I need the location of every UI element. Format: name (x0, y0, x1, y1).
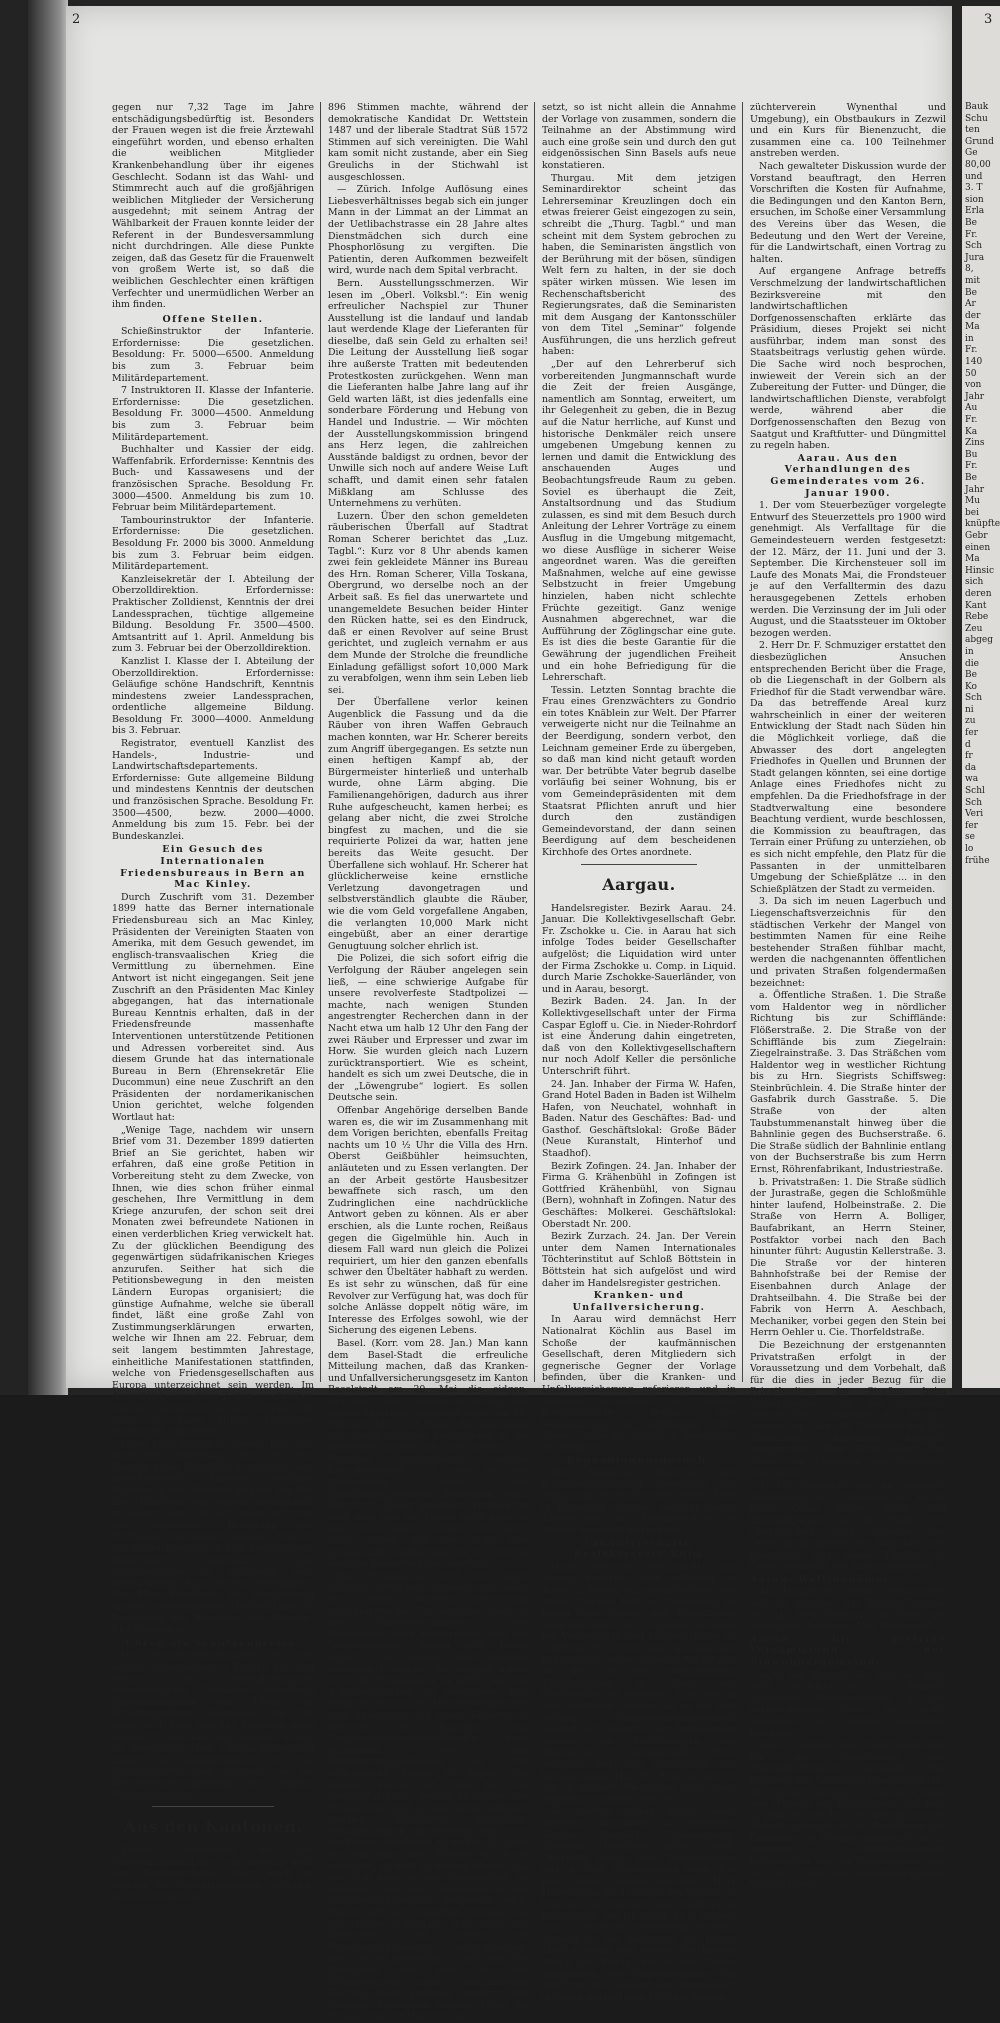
adjacent-line-fragment: frühe (965, 855, 990, 866)
section-title-aargau: Aargau. (602, 874, 676, 894)
article-paragraph: Am Donnerstag Abend versammelte sich im „Ochsen“ das Initiativ-Comitee für das Welti-Denkmal zur Wahl des definitiven Comitees. (Viel Umstände!) (750, 1586, 946, 1633)
adjacent-line-fragment: 80,00 (965, 159, 991, 170)
adjacent-line-fragment: d (965, 739, 971, 750)
adjacent-line-fragment: lo (965, 844, 974, 854)
adjacent-line-fragment: Kant (965, 600, 987, 611)
article-paragraph: Die Bezeichnung der erstgenannten Privatstraßen erfolgt in der Voraussetzung und dem Vorbehalt, daß für die dies in jeder Bezug für die Privatbesitzer der Straßen beim Einverständnis mit der Gemeinde erfolgt. Die Eigentümer der Straßen können im Falle der Verweigerung der Zustimmung hinwirken dagegen einsprechen. Eine Veränderung der Straße im Eigentum der Gemeinde übergehen. (750, 1339, 946, 1479)
article-heading-krankenversicherung: Kranken- und Unfallversicherung. (572, 1290, 706, 1313)
adjacent-line-fragment: Jahr (965, 484, 985, 495)
article-paragraph: „Wenige Tage, nachdem wir unsern Brief vom 31. Dezember 1899 datierten Brief an Sie gerichtet, haben wir erfahren, daß eine große Petition in Vorbereitung steht zu dem Zwecke, von Ihnen, wie dies schon früher einmal geschehen, Ihre Vermittlung in dem Kriege anzurufen, der schon seit drei Monaten zwei befreundete Nationen in einen verderblichen Krieg verwickelt hat. Zu der glücklichen Beendigung des gegenwärtigen südafrikanischen Krieges anzurufen. Seither hat sich die Petitionsbewegung in den meisten Ländern Europas organisiert; die günstige Aufnahme, welche sie überall findet, läßt eine große Zahl von Zustimmungserklärungen erwarten, welche wir Ihnen am 22. Februar, dem seit langem bestimmten Jahrestage, einheitliche Manifestationen stattfinden, welche von Friedensgesellschaften aus Europa unterzeichnet sein werden. Im Augenblicke, wo diese Zeilen geschrieben werden, haben mehr als 422 Gruppen mit mehr als einer Million Mitglieder umfassend, organisiert. (112, 1124, 314, 1438)
job-listing: 7 Instruktoren II. Klasse der Infanterie. Erfordernisse: Die gesetzlichen. Besoldung Fr. 3000—4500. Anmeldung bis zum 3. Februar beim Militärdepartement. (112, 385, 314, 443)
article-paragraph: setzt, so ist nicht allein die Annahme der Vorlage von zusammen, sondern die Teilnahme an der Abstimmung wird auch eine große sein und durch den gut eidgenössischen Sinn Basels aufs neue konstatieren. (542, 102, 736, 171)
job-listing: Kanzlist I. Klasse der I. Abteilung der Oberzolldirektion. Erfordernisse: Geläufige schöne Handschrift, Kenntnis mindestens zweier Landessprachen, ordentliche allgemeine Bildung. Besoldung Fr. 3000—4000. Anmeldung bis 3. Februar. (112, 655, 314, 737)
adjacent-line-fragment: Schu (965, 113, 988, 124)
adjacent-line-fragment: zu (965, 716, 976, 727)
adjacent-line-fragment: Sch (965, 797, 983, 808)
article-heading-landwirtschaft: Landwirtschaftl. Bezirksverein Kulm (573, 1537, 705, 1561)
adjacent-line-fragment: Mu (965, 496, 981, 507)
article-paragraph: Basel. (Korr. vom 28. Jan.) Man kann dem Basel-Stadt die erfreuliche Mitteilung machen, daß das Kranken- und Unfallversicherungsgesetz im Kanton Baselstadt am 20. Mai die eidgen. Kranken- und Unfallversicherung mit großer Mehrheit annehmen wird. Am 26. Oktober 1890 hat Basel die Aufnahme der grundsätzlichen Bestimmung in die Bundesverfassung mit 6198 gegen 673 Stimmen angenommen, welche Entschiedenheit sich auch bei der Abstimmung über die Versicherungsgesetze bestätigen wird. Wer trotz dieser günstigen Perspektive wird man hier die Hände doch nicht in den Schoß legen, sondern erst recht dafür sorgen, daß dem Volke eine umfassende Aufklärung zu teil werde über die Bedeutung des Gesetzes. (328, 1337, 528, 1570)
article-paragraph: 2. Herr Dr. F. Schmuziger erstattet den diesbezüglichen Ansuchen entsprechenden Bericht über die Frage, ob die Liegenschaft in der Golbern als Friedhof für die Stadt verwendbar wäre. Da das betreffende Areal kurz wahrscheinlich in einer der weiteren Entwicklung der Stadt nach Süden hin die Möglichkeit vorliege, daß die Abwasser des dort angelegten Friedhofes in Quellen und Brunnen der Stadt gelangen könnten, sei eine dortige Anlage eines Friedhofes nicht zu empfehlen. Da die Friedhofsfrage in der Stadtverwaltung eine besondere Beachtung verdient, wurde beschlossen, die Kommission zu beauftragen, das Terrain einer Prüfung zu unterziehen, ob es sich nicht empfehle, den Platz für die Passanten in der unmittelbaren Umgebung der Schießplätze ... in den Schießplätzen der Stadt zu vermeiden. (750, 640, 946, 895)
adjacent-line-fragment: von (965, 380, 982, 391)
article-paragraph: züchterverein Wynenthal und Umgebung), ein Obstbaukurs in Zezwil und ein Kurs für Bienenzucht, die zusammen eine ca. 100 Teilnehmer anstreben werden. (750, 102, 946, 160)
adjacent-line-fragment: Gebr (965, 530, 988, 541)
adjacent-line-fragment: 50 (965, 368, 977, 379)
adjacent-line-fragment: ten (965, 125, 980, 136)
adjacent-line-fragment: Fr. (965, 345, 978, 356)
adjacent-line-fragment: Ma (965, 322, 980, 333)
adjacent-line-fragment: Be (965, 670, 977, 681)
article-heading-weltidenkmal: Aarau. Weltidenkmal. (750, 1573, 894, 1585)
separator-rule (152, 1806, 273, 1807)
adjacent-line-fragment: die (965, 658, 979, 669)
adjacent-line-fragment: 3. T (965, 183, 983, 194)
article-heading-gemeinderat: Aarau. Aus den Verhandlungen des Gemeinderates vom 26. Januar 1900. (770, 452, 926, 499)
adjacent-line-fragment: Grund (965, 136, 994, 147)
article-paragraph: 4. Mit Rücksicht auf die gewährte Bewilligung zur Entfernung des Herrn Julius Oskar Vogler, Stadt- und Friedhofgärtner in die Stelle von Oberrohrdorf, wird derselbe, der Ortsbürgergemeinde die Aufnahme des Genannten und seiner Familie ins Ortsbürgerrecht von Aarau empfohlen. (750, 1480, 946, 1573)
adjacent-line-fragment: Fr. (965, 415, 978, 426)
article-heading-uhren: Uhren als Schützenpreise. (125, 1637, 301, 1649)
register-entry: 24. Jan. Inhaber der Firma W. Hafen, Grand Hotel Baden in Baden ist Wilhelm Hafen, von Neuchatel, wohnhaft in Baden. Natur des Geschäftes: Bad- und Gasthof. Geschäftslokal: Große Bäder (Neue Kuranstalt, Hinterhof und Staadhof). (542, 1078, 736, 1160)
register-entry: Bezirk Baden. 24. Jan. In der Kollektivgesellschaft unter der Firma Caspar Egloff u. Cie. in Nieder-Rohrdorf ist eine Änderung dahin eingetreten, daß von den Kollektivgesellschaftern nur noch Adolf Keller die persönliche Unterschrift führt. (542, 996, 736, 1077)
adjacent-line-fragment: sion (965, 194, 984, 205)
adjacent-line-fragment: knüpfte (965, 519, 1000, 530)
adjacent-line-fragment: 140 (965, 357, 983, 368)
job-listing: Buchhalter und Kassier der eidg. Waffenfabrik. Erfordernisse: Kenntnis des Buch- und Kassawesens und der französischen Sprache. Besoldung Fr. 3000—4500. Anmeldung bis zum 10. Februar beim Militärdepartement. (112, 444, 314, 514)
adjacent-line-fragment: bei (965, 507, 979, 518)
article-paragraph: gegen nur 7,32 Tage im Jahre entschädigungsbedürftig ist. Besonders der Frauen wegen ist die freie Ärztewahl eingeführt worden, und ebenso erhalten die weiblichen Mitglieder Krankenbehandlung über ihr eigenes Geschlecht. Sodann ist das Wahl- und Stimmrecht auch auf die großjährigen weiblichen Mitglieder der Versicherung ausgedehnt; mit seinem Antrag der Wählbarkeit der Frauen konnte leider der Referent in der Bundesversammlung nicht durchdringen. Alle diese Punkte zeigen, daß das Gesetz für die Frauenwelt von großem Werte ist, so daß die weiblichen Geschlechter einen kräftigen Verfechter und unermüdlichen Werber an ihm finden. (112, 102, 314, 311)
adjacent-line-fragment: Bauk (965, 102, 989, 112)
adjacent-line-fragment: Ma (965, 554, 980, 565)
article-paragraph: Luzern. Über den schon gemeldeten räuberischen Überfall auf Stadtrat Roman Scherer berichtet das „Luz. Tagbl.“: Kurz vor 8 Uhr abends kamen zwei fein gekleidete Männer ins Bureau des Hrn. Roman Scherer, Villa Toskana, Obergrund, wo derselbe noch an der Arbeit saß. Es fiel das unerwartete und unangemeldete Besuchen beider Hinter den Rücken hatte, sei es den Eindruck, daß er einen Revolver auf seine Brust gerichtet, und zugleich vernahm er aus dem Munde der Strolche die freundliche Einladung gefälligst sofort 10,000 Mark zu verabfolgen, wenn ihm sein Leben lieb sei. (328, 510, 528, 696)
article-paragraph: Die Propaganda wird hier nicht politisch betrieben, sondern von allen drei großen Parteien gemeinsam gefördert werden. Die Vertreter Basels in der Bundesversammlung, zwei Freisinnige, zwei Konservative und ein Sozialdemokrat, haben sich bereit erklärt, an einem Zentralkomitee konstituiert, welches die Aufgabe haben wird, die Propaganda zu leiten, und die Aufklärungsarbeit zu bewältigen. Das politisch gemischte Deputiertenkomitee wird unterstützt von einem Komitee, in welchem der Kranken- und Unfallversicherungsverständen noch organisiert, um den Versicherungsgedanken in die entlegensten Kreise zu tragen. Die liberale Presse ist tätig für die Neutralität außer Zweifel zu setzen. Die Propaganda wird so eine große Aufgabe machen, Flugblätter verbreiten, Versammlungen einzuberufen und durch die Presse aufklärend zu wirken. Ist doch die Annahme der Vorlage in Basel gesichert, so muß es diesem Werke, daß das Volk nicht in der Unwissenheit zu belassen und den Widersachern der Versicherungsgesetze ausgesetzt wird. Hierzu darf noch beigefügt werden, daß das „Basler Volksblatt“, das Organ der Katholiken, sich gegen die Versicherungsgesetze ausgesprochen, allein es ist anzunehmen, daß nicht die Katholiken sich nicht an alle Ultramontanen einer zustimmenden Haltung nicht genügen, sondern den Gesetzen zustimmen werden. Wenn die Propaganda mit Umsicht ein- (328, 1570, 528, 2023)
job-listing: Schießinstruktor der Infanterie. Erfordernisse: Die gesetzlichen. Besoldung: Fr. 5000—6500. Anmeldung bis zum 3. Februar beim Militärdepartement. (112, 326, 314, 384)
article-paragraph: 3. Da sich im neuen Lagerbuch und Liegenschaftsverzeichnis für den städtischen Verkehr der Mangel von bestimmten Namen für eine Reihe bestehender Straßen fühlbar macht, werden die nachgenannten öffentlichen und privaten Straßen folgendermaßen bezeichnet: (750, 896, 946, 989)
adjacent-line-fragment: ni (965, 704, 974, 715)
street-list-public: a. Öffentliche Straßen. 1. Die Straße vom Haldentor weg in nördlicher Richtung bis zur Schifflände: Flößerstraße. 2. Die Straße von der Schifflände bis zum Ziegelrain: Ziegelrainstraße. 3. Das Sträßchen vom Haldentor weg in westlicher Richtung bis zu Hrn. Siegrists Schiffsweg: Steinbrüchlein. 4. Die Straße hinter der Gasfabrik durch Gasstraße. 5. Die Straße von der alten Taubstummenanstalt hinweg über die Bahnlinie gegen des Buchserstraße. 6. Die Straße südlich der Bahnlinie entlang von der Buchserstraße bis zum Herrn Ernst, Röhrenfabrikant, Industriestraße. (750, 990, 946, 1176)
adjacent-line-fragment: Rebe (965, 612, 989, 623)
column-2 (328, 102, 528, 2023)
page-number-left: 2 (72, 12, 81, 27)
register-entry: Bezirk Zofingen. 24. Jan. Inhaber der Firma G. Krähenbühl in Zofingen ist Gottfried Krähenbühl, von Signau (Bern), wohnhaft in Zofingen. Natur des Geschäftes: Molkerei. Geschäftslokal: Oberstadt Nr. 200. (542, 1160, 736, 1230)
register-entry: Bezirk Zurzach. 24. Jan. Der Verein unter dem Namen Internationales Töchterinstitut auf Schloß Böttstein in Böttstein hat sich aufgelöst und wird daher im Handelsregister gestrichen. (542, 1231, 736, 1289)
binding-edge (28, 0, 68, 1395)
newspaper-sheet (66, 6, 952, 2023)
article-heading-begnadigung: Begnadigungsgesuch. (566, 1454, 712, 1466)
article-paragraph: Bern. Ausstellungsschmerzen. Wir lesen im „Oberl. Volksbl.“: Ein wenig erfreulicher Nachspiel zur Thuner Ausstellung ist die landauf und landab laut werdende Klage der Lieferanten für dieselbe, daß sein Geld zu erhalten sei! Die Leitung der Ausstellung ließ sogar ihre außerste Tratten mit bedeutenden Protestkosten zurückgehen. Wenn man die Lieferanten halbe Jahre lang auf ihr Geld warten läßt, ist dies jedenfalls eine sonderbare Förderung und Hebung von Handel und Industrie. — Wir möchten der Ausstellungskommission bringend ans Herz legen, die zahlreichen Ausstände baldigst zu ordnen, bevor der Unwille sich noch auf andere Weise Luft schafft, und damit einen sehr fatalen Mißklang am Schlusse des Unternehmens zu verhüten. (328, 277, 528, 510)
adjacent-line-fragment: Zins (965, 438, 985, 449)
article-paragraph: Der Bundesrat beantragt der Bundesversammlung Abweisung des Begnadigungsgesuches des Malers Fritz in Birrenlauf (Aargau), welcher wegen Übertretung des Fabrikgesetzes zu Bussen verurteilt worden ist. (542, 1467, 736, 1537)
job-listing: Kanzleisekretär der I. Abteilung der Oberzolldirektion. Erfordernisse: Praktischer Zolldienst, Kenntnis der drei Landessprachen, tüchtige allgemeine Bildung. Besoldung Fr. 3500—4500. Amtsantritt auf 1. April. Anmeldung bis zum 3. Februar bei der Oberzolldirektion. (112, 573, 314, 655)
article-paragraph: Der Überfallene verlor keinen Augenblick die Fassung und da die Räuber von ihren Waffen Gebrauch machen konnten, war Hr. Scherer bereits zum Angriff übergegangen. Es setzte nun einen heftigen Kampf ab, der Bürgermeister hinterließ und unterhalb wurde, ohne Lärm abging. Die Familienangehörigen, dadurch aus ihrer Ruhe aufgescheucht, kamen herbei; es gelang aber nicht, die zwei Strolche bingfest zu machen, und die sie requirierte Polizei da war, hatten jene bereits das Weite gesucht. Der Überfallene sich wohlauf. Hr. Scherer hat glücklicherweise keine ernstliche Verletzung davongetragen und selbstverständlich glaubte die Räuber, wie die vom Geld vorgefallene Angaben, die verlangten 10,000 Mark nicht eingebüßt, aber an einer derartige Genugtuung solcher ehrlich ist. (328, 697, 528, 952)
article-paragraph: Zürich. Gleichzeitig mit der Nationalratswahl fand am Sonntag auch eine Kantonsratswahl statt. Auch sie brachte die Sozialdemokraten zahlreich, indem Greulich nur (112, 1845, 314, 1903)
column-3 (542, 102, 736, 2003)
job-listing: Tambourinstruktor der Infanterie. Erfordernisse: Die gesetzlichen. Besoldung Fr. 2000 bis 3000. Anmeldung bis zum 3. Februar beim eidgen. Militärdepartement. (112, 514, 314, 573)
section-title-kantonen: Aus den Kantonen. (123, 1817, 303, 1837)
article-paragraph: Das Organisationskomitee für das eidgen. Schützenfest in Luzern hat dem Gesuch des Zentralverbandes schweizerischer Uhrmacher betreffend Nichtverwendung von Uhren zu Schützenprämien abgewiesen. Die Uhr wäre als Prämie von den Schützen gang geschätzt und wäre ein besserer Ersatz zu bezeichnen. Der Uhrmacherverband bringt die Angelegenheit vor das Zentralkomitee und eventuell vor die Delegiertenversammlung des eidgen. Schützenvereins. (112, 1650, 314, 1801)
adjacent-line-fragment: Hinsic (965, 565, 995, 576)
adjacent-line-fragment: in (965, 646, 974, 657)
column-rule (320, 102, 321, 1382)
article-paragraph: Offenbar Angehörige derselben Bande waren es, die wir im Zusammenhang mit dem Vorigen berichten, ebenfalls Freitag nachts um 10 ½ Uhr die Villa des Hrn. Oberst Geißbühler heimsuchten, anläuteten und zu Essen verlangten. Der an der Arbeit gestörte Hausbesitzer bewaffnete sich rasch, um den Zudringlichen eine nachdrückliche Antwort geben zu können. Als er aber erschien, als die Lunte rochen, Reißaus gegen die Gigelmühle hin. Auch in diesem Fall ward nun gleich die Polizei requiriert, um hier den ganzen ebenfalls schwer den Übeltäter habhaft zu werden. Es ist sehr zu wünschen, daß für eine Revolver zur Verfügung hat, was doch für solche Anlässe doppelt nötig wäre, im Interesse des Erfolges sowohl, wie der Sicherung des eigenen Lebens. (328, 1105, 528, 1337)
street-list-private: b. Privatstraßen: 1. Die Straße südlich der Jurastraße, gegen die Schloßmühle hinter laufend, Holbeinstraße. 2. Die Straße von Herrn A. Bolliger, Baufabrikant, an Herrn Steiner, Postfaktor vorbei nach den Bach hinunter führt: Augustin Kellerstraße. 3. Die Straße vor der hinteren Bahnhofstraße bei der Remise der Eisenbahnen durch Anlage der Drahtseilbahn. 4. Die Straße bei der Fabrik von Herrn A. Aeschbach, Mechaniker, vorbei gegen den Stein bei Herrn Oehler u. Cie. Thorfeldstraße. (750, 1176, 946, 1339)
adjacent-line-fragment: fer (965, 728, 978, 739)
adjacent-line-fragment: Sch (965, 693, 983, 704)
article-paragraph: „Der auf den Lehrerberuf sich vorbereitenden Jungmannschaft wurde die Zeit der freien Ausgänge, namentlich am Sonntag, erweitert, um ihr Gelegenheit zu geben, die in Bezug auf die Natur herrliche, auf Kunst und historische Denkmäler reich unsere umgebenen Umgebung kennen zu lernen und damit die Entwicklung des anschauenden Auges und Beobachtungsfreude Raum zu geben. Soviel es überhaupt die Zeit, Anstaltsordnung und das Studium zulassen, es sind mit dem Besuch durch Anleitung der Lehrer Vorträge zu einem Ausflug in die Umgebung mitgemacht, wo diese Ausflüge in sicherer Weise angeordnet waren. Was die gereiften Maßnahmen, welche auf eine gewisse Selbstzucht in freier Umgebung hinzielen, haben nicht schlechte Früchte gezeitigt. Ganz wenige Ausnahmen abgerechnet, war die Aufführung der Zöglingschar eine gute. Es ist dies die beste Garantie für die Gewährung der jugendlichen Freiheit und ein hohe Befriedigung für die Lehrerschaft. (542, 359, 736, 684)
adjacent-line-fragment: Ar (965, 299, 976, 310)
column-4 (750, 102, 946, 1891)
adjacent-line-fragment: der (965, 310, 981, 321)
adjacent-line-fragment: Ko (965, 681, 977, 692)
adjacent-line-fragment: da (965, 762, 977, 773)
adjacent-line-fragment: Erla (965, 206, 985, 217)
adjacent-line-fragment: Fr. (965, 461, 978, 472)
adjacent-line-fragment: Jura (965, 252, 985, 263)
column-1 (112, 102, 314, 1903)
article-heading-friedensbureau: Ein Gesuch des Internationalen Friedensbureaus in Bern an Mac Kinley. (120, 844, 306, 891)
article-paragraph: Im weitern wurde behufs einer weiteren Amtsdauer aus folgenden Herren bestellt: Zimmermann, Präsident; Burgherr Aktuar; Spek, Oberkulm (neu); Vogt, Bezirksrichter und A. Frei, Gontenschwil (neu). Ein paar kurze Worten berichtet Herr Hintermann die Tätigkeit des Vereins im Vorjahre, in welchem ein Obstkurs in Dürrenäsch, ein Obstbaukurs in Seinwil und 3 Vorträge abgehalten wurden. Sodann ist der Rechnung des Jahres 1899 erstattet und werden die Herren Drack aus Brugg, hat in den Verein eingetreten die Jahresrechnung für 1899 aus den Gebieten der Bienenzucht in Oberkulm im Jahre 1900 ein Bienen- (542, 1806, 736, 2003)
adjacent-line-fragment: mit (965, 275, 981, 286)
adjacent-page-text (965, 102, 1000, 867)
column-rule (742, 102, 743, 1382)
job-listing: Registrator, eventuell Kanzlist des Handels-, Industrie- und Landwirtschaftsdepartements. Erfordernisse: Gute allgemeine Bildung und mindestens Kenntnis der deutschen und französischen Sprache. Besoldung Fr. 3500—4500, bezw. 2000—4000. Anmeldung bis zum 15. Febr. bei der Bundeskanzlei. (112, 738, 314, 842)
adjacent-line-fragment: Fr. (965, 229, 978, 240)
article-paragraph: legte ein Zeugnis ab, daß sie noch viele, vielleicht bis 2½ Stunden dauernden Versammlungen in der Verhandlungen über die große Anzeichen von Unruhe bemerkbar machten. (750, 1669, 946, 1739)
adjacent-line-fragment: deren (965, 588, 992, 599)
article-paragraph: Durch Zuschrift vom 31. Dezember 1899 hatte das Berner internationale Friedensbureau sich an Mac Kinley, Präsidenten der Vereinigten Staaten von Amerika, mit dem Gesuch gewendet, im englisch-transvaalischen Krieg die Vermittlung zu übernehmen. Eine Antwort ist nicht eingegangen. Seit jene Zuschrift an den Präsidenten Mac Kinley abgegangen, hat das internationale Bureau Kenntnis erhalten, daß in der Friedensfreunde massenhafte Interventionen unterstützende Petitionen und Adressen vorbereitet sind. Aus diesem Grunde hat das internationale Bureau in Bern (Ehrensekretär Elie Ducommun) eine neue Zuschrift an den Präsidenten der nordamerikanischen Union gerichtet, welche folgenden Wortlaut hat: (112, 891, 314, 1124)
adjacent-line-fragment: Jahr (965, 391, 985, 402)
adjacent-line-fragment: 8, (965, 264, 974, 275)
article-paragraph: Diese Tage erlangt in diesem Jahr eine besondere Bedeutung, daß es zum Zwecke einer Vermittlung zwischen den kriegführenden Parteien geeignet Schritte zu tun. Hiervon glauben wir Sie, Herr Präsident, zum voraus unterrichten zu sollen, damit Sie sich schon jetzt von der allgemeinen Bewegung des Vertrauens überzeugen können, welches die Völker Europa's in Ihre hochherzigen Intentionen angesichts der gegenwärtigen die zivilisierte Welt bedrückenden Krisis setzen. Genehmigen Sie, Herr Präsident, die Versicherung unserer vollkommenen Hochachtung. In Vertretung des Komitees des Bureaus: Elie Ducommun. (112, 1438, 314, 1636)
adjacent-line-fragment: wa (965, 774, 979, 785)
adjacent-line-fragment: Ka (965, 426, 978, 437)
article-heading-gemeindeversammlung: Aarau. Die gestrige Versammlung der Einwohnergemeinde (750, 1633, 946, 1668)
article-paragraph: Thurgau. Mit dem jetzigen Seminardirektor scheint das Lehrerseminar Kreuzlingen doch ein etwas freierer Geist eingezogen zu sein, schreibt die „Thurg. Tagbl.“ und man scheint mit dem System gebrochen zu haben, die Seminaristen ängstlich von der Berührung mit der bösen, sündigen Welt fern zu halten, in der sie doch später wirken müssen. Wie lesen im Rechenschaftsbericht des Regierungsrates, daß die Seminaristen mit dem Ausgang der Kantonsschüler von dem Titel „Seminar“ folgende Ausführungen, die uns herzlich gefreut haben: (542, 172, 736, 358)
page-number-right: 3 (984, 12, 993, 27)
adjacent-line-fragment: in (965, 333, 974, 344)
section-heading-offene-stellen: Offene Stellen. (162, 313, 264, 325)
article-paragraph: Nach gewalteter Diskussion wurde der Vorstand beauftragt, den Herren Vorschriften die Kosten für Aufnahme, die Bedingungen und den Kanton Bern, ersuchen, im Schoße einer Versammlung des Vereins über das Wesen, die Bedeutung und den Wert der Vereine, für die Landwirtschaft, einen Vortrag zu halten. (750, 160, 946, 265)
adjacent-line-fragment: Au (965, 403, 978, 414)
adjacent-line-fragment: Be (965, 217, 977, 228)
adjacent-line-fragment: und (965, 171, 983, 182)
adjacent-page-fragment (962, 6, 1000, 1388)
adjacent-line-fragment: fr (965, 751, 973, 762)
separator-rule (581, 864, 697, 865)
article-paragraph: 1. Der vom Steuerbezüger vorgelegte Entwurf des Steuerzettels pro 1900 wird genehmigt. Als Verfalltage für die Gemeindesteuern werden festgesetzt: der 12. März, der 11. Juni und der 3. September. Die Kirchensteuer soll im Laufe des Monats Mai, die Frondsteuer je auf den Verfalltermin des dazu herausgegebenen Zettels erhoben werden. Die Verzinsung der im Juli oder August, und die Staatssteuer im Oktober bezogen werden. (750, 500, 946, 639)
article-paragraph: — Zürich. Infolge Auflösung eines Liebesverhältnisses begab sich ein junger Mann in der Limmat an der Limmat an der Uetlibachstrasse ein 28 Jahre altes Dienstmädchen sich durch eine Phosphorlösung zu vergiften. Die Patientin, deren Aufkommen bezweifelt wird, wurde nach dem Spital verbracht. (328, 184, 528, 277)
article-paragraph: Die Polizei, die sich sofort eifrig die Verfolgung der Räuber angelegen sein ließ, — eine schwierige Aufgabe für unsere revolverfeste Stadtpolizei — machte, nach wenigen Stunden angestrengter Recherchen dann in der Nacht etwa um halb 12 Uhr den Fang der zwei Räuber und Erpresser und zwar im Horw. Sie wurden gleich nach Luzern zurücktransportiert. Wie es scheint, handelt es sich um zwei Deutsche, die in der „Löwengrube“ logiert. Es sollen Deutsche sein. (328, 953, 528, 1104)
register-entry: Handelsregister. Bezirk Aarau. 24. Januar. Die Kollektivgesellschaft Gebr. Fr. Zschokke u. Cie. in Aarau hat sich infolge Todes beider Gesellschafter aufgelöst; die Liquidation wird unter der Firma Zschokke u. Comp. in Liquid. durch Marie Zschokke-Sauerländer, von und in Aarau, besorgt. (542, 902, 736, 995)
adjacent-line-fragment: Be (965, 287, 977, 298)
adjacent-line-fragment: einen (965, 542, 991, 553)
adjacent-line-fragment: Schl (965, 786, 985, 797)
adjacent-line-fragment: Zeu (965, 623, 983, 634)
article-paragraph: In Aarau wird demnächst Herr Nationalrat Köchlin aus Basel im Schoße der kaufmännischen Gesellschaft, deren Mitgliedern sich gegnerische Gegner der Vorlage befinden, über die Kranken- und Unfallversicherung referieren und in Zofingen veranstaltet der dortige Kaufmännische Verein eine Versammlung zur Aufklärung, Hrn. Robert Seidel aus Zürich als Referenten zu gewinnen. (542, 1314, 736, 1453)
adjacent-line-fragment: fer (965, 820, 978, 831)
adjacent-line-fragment: Be (965, 473, 977, 483)
adjacent-line-fragment: Veri (965, 809, 984, 820)
adjacent-line-fragment: Ge (965, 148, 978, 159)
article-paragraph: (Korr.) Derselbe versammelte sich letzten Sonntag recht zahlreich im Bären in Zezwil, um einem Vortrage des Herrn Tierarzt Kull aus Unterkulm zu hören über Unfälle und Krankheiten beim Rindvieh und sich gegen Verlusten bei Viehseuchen und Unglücksfällen zu schützen. Er ist bei dem sporadischen Krankheiten unter unserm Viehstand, bei den auf den vorkommenden Unglücksfällen im Stalle des Viehbesitzer zu begegnen und und in weit größerem Umfang, als es mit dem jetzigen Viehversicherungsgesetz möglich ist. Namens der Anwesenden wurden die Ausführungen des Referenten in gebührender Weise verdankt und dem Präsidenten der Versammlung, Hrn. Dr. Erni hin konnte die so erfreute Diskussion nicht mehr ergiebig ausgenutzt werden. (542, 1561, 736, 1805)
adjacent-line-fragment: Sch (965, 241, 983, 252)
article-paragraph: 896 Stimmen machte, während der demokratische Kandidat Dr. Wettstein 1487 und der liberale Stadtrat Süß 1572 Stimmen auf sich vereinigten. Die Wahl kam somit nicht zustande, aber ein Sieg Greulichs in der Stichwahl ist ausgeschlossen. (328, 102, 528, 183)
adjacent-line-fragment: se (965, 832, 975, 843)
adjacent-line-fragment: sich (965, 577, 984, 588)
adjacent-line-fragment: Bu (965, 449, 978, 460)
article-paragraph: Zuerst wurden die Nachtragskredite für die Erweiterung des Elektrizitätswerkes bewilligt. Der Referent der Rechnungskommission, Hr. Dr. Stocker, betonte in längerer Rede den Wunsch der Kommission, daß man in Zukunft sich bei der Aufstellung des Budgets genauer an die Beschlüsse der Gemeinde, im Zusammenhang mit der in unserem Gemeindehaushalt festzustellen und die Gemeinderat aber auf die Grund der gemeinderätlichen Voranschläge ... (750, 1740, 946, 1891)
column-rule (534, 102, 535, 1382)
article-paragraph: Auf ergangene Anfrage betreffs Verschmelzung der landwirtschaftlichen Bezirksvereine mit den landwirtschaftlichen Dorfgenossenschaften erklärte das Präsidium, dieses Projekt sei nicht ausführbar, indem man sonst des Staatsbeitrags verlustig gehen würde. Die Sache wird noch besprochen, inwieweit der Verein sich an der Zubereitung der Futter- und Dünger, die landwirtschaftlichen Dienste, verabfolgt werde, während aber die Dorfgenossenschaften den Bezug von Saatgut und Kraftfutter- und Düngmittel zu regeln haben. (750, 266, 946, 452)
article-paragraph: Tessin. Letzten Sonntag brachte die Frau eines Grenzwächters zu Gondrio ein totes Knäblein zur Welt. Der Pfarrer verweigerte nicht nur die Teilnahme an der Beerdigung, sondern verbot, den Leichnam gemeiner Erde zu übergeben, so daß man kind nicht getauft worden war. Der betrübte Vater begrub daselbe vorläufig bei seiner Wohnung, bis er vom Gemeindepräsidenten mit dem Staatsrat Pflichten anruft und hier durch den zuständigen Gemeindevorstand, der dann seinen Beerdigung auf dem bescheidenen Kirchhofe des Ortes anordnete. (542, 684, 736, 858)
adjacent-line-fragment: abgeg (965, 635, 993, 646)
